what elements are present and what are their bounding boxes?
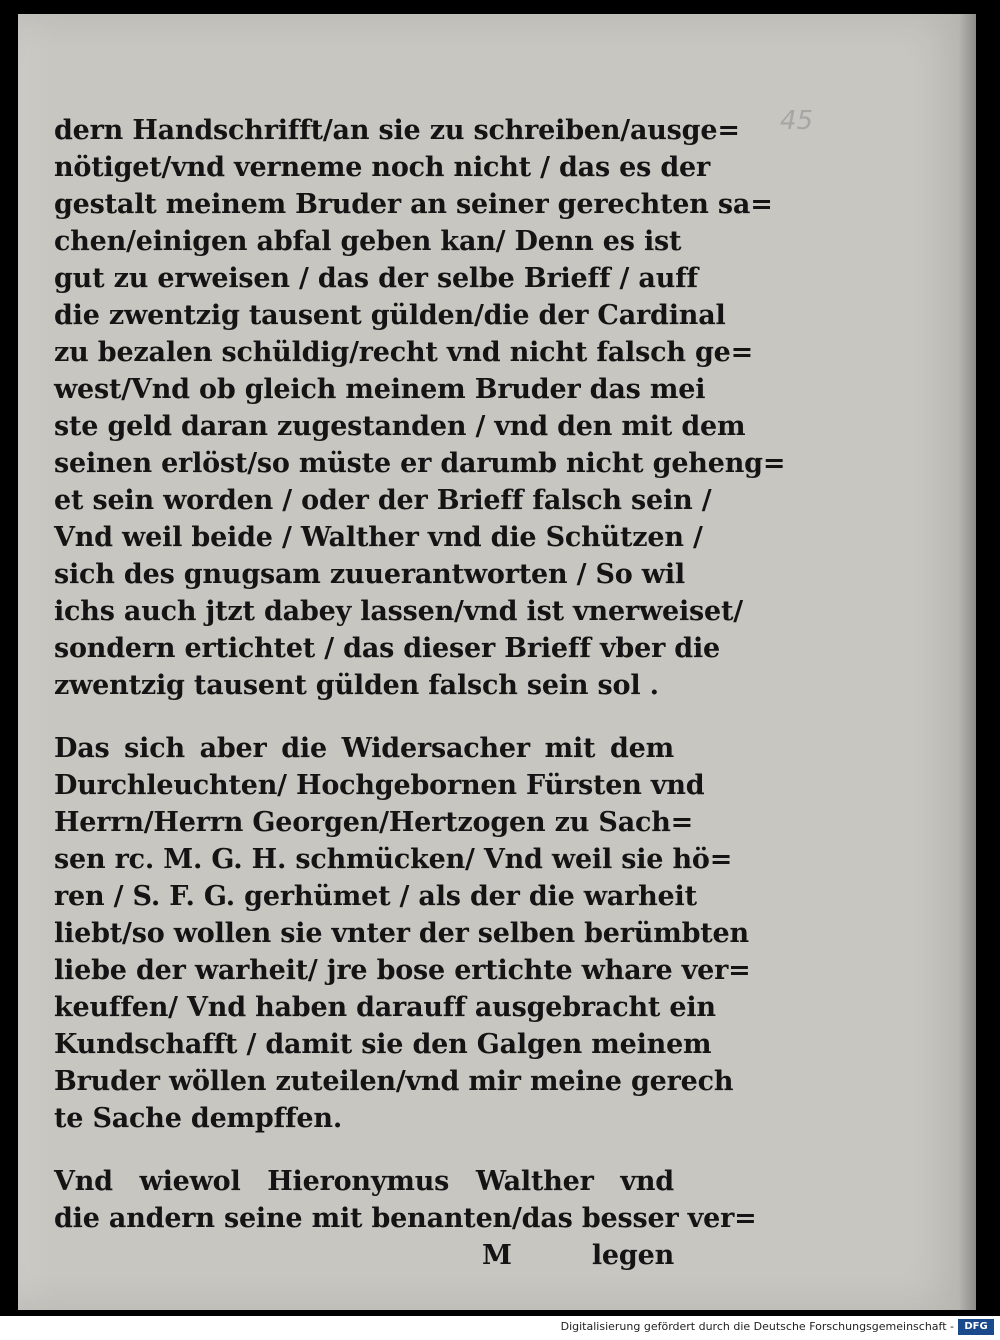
- text-line: sondern ertichtet / das dieser Brieff vber die: [54, 633, 721, 664]
- text-line: seinen erlöst/so müste er darumb nicht geheng=: [54, 448, 786, 479]
- text-line: Durchleuchten/ Hochgebornen Fürsten vnd: [54, 770, 705, 801]
- footer-bar: [0, 1316, 1000, 1340]
- text-line: chen/einigen abfal geben kan/ Denn es ist: [54, 226, 682, 257]
- paragraph-3: [54, 1163, 757, 1237]
- text-line: Bruder wöllen zuteilen/vnd mir meine gerech: [54, 1066, 734, 1097]
- text-line: die andern seine mit benanten/das besser ver=: [54, 1203, 757, 1234]
- text-line: zu bezalen schüldig/recht vnd nicht falsch ge=: [54, 337, 754, 368]
- signature-line: [54, 1237, 674, 1274]
- text-line: Herrn/Herrn Georgen/Hertzogen zu Sach=: [54, 807, 694, 838]
- text-line: et sein worden / oder der Brieff falsch sein /: [54, 485, 712, 516]
- text-line: Vnd wiewol Hieronymus Walther vnd: [54, 1166, 674, 1197]
- text-line: gestalt meinem Bruder an seiner gerechten sa=: [54, 189, 773, 220]
- text-line: keuffen/ Vnd haben darauff ausgebracht ein: [54, 992, 716, 1023]
- text-line: gut zu erweisen / das der selbe Brieff / auff: [54, 263, 698, 294]
- text-line: ste geld daran zugestanden / vnd den mit dem: [54, 411, 746, 442]
- catchword: legen: [591, 1240, 674, 1271]
- text-line: zwentzig tausent gülden falsch sein sol .: [54, 670, 659, 701]
- page-text: [54, 112, 786, 1274]
- signature-mark: M: [482, 1240, 512, 1271]
- text-line: ichs auch jtzt dabey lassen/vnd ist vnerweiset/: [54, 596, 743, 627]
- book-page: [18, 14, 976, 1310]
- paragraph-1: [54, 112, 786, 704]
- text-line: Kundschafft / damit sie den Galgen meinem: [54, 1029, 712, 1060]
- text-line: sen rc. M. G. H. schmücken/ Vnd weil sie hö=: [54, 844, 733, 875]
- text-line: die zwentzig tausent gülden/die der Cardinal: [54, 300, 726, 331]
- text-line: Das sich aber die Widersacher mit dem: [54, 733, 674, 764]
- text-line: ren / S. F. G. gerhümet / als der die warheit: [54, 881, 697, 912]
- footer-credit: Digitalisierung gefördert durch die Deutsche Forschungsgemeinschaft -: [560, 1320, 954, 1333]
- text-line: west/Vnd ob gleich meinem Bruder das mei: [54, 374, 706, 405]
- folio-number: 45: [780, 106, 814, 136]
- text-line: sich des gnugsam zuuerantworten / So wil: [54, 559, 685, 590]
- text-line: liebt/so wollen sie vnter der selben berümbten: [54, 918, 749, 949]
- page-edge: [958, 14, 976, 1310]
- text-line: Vnd weil beide / Walther vnd die Schützen /: [54, 522, 703, 553]
- text-line: nötiget/vnd verneme noch nicht / das es der: [54, 152, 711, 183]
- paragraph-2: [54, 730, 751, 1137]
- dfg-logo: DFG: [958, 1319, 994, 1335]
- text-line: dern Handschrifft/an sie zu schreiben/ausge=: [54, 115, 740, 146]
- text-line: liebe der warheit/ jre bose ertichte whare ver=: [54, 955, 751, 986]
- text-line: te Sache dempffen.: [54, 1103, 343, 1134]
